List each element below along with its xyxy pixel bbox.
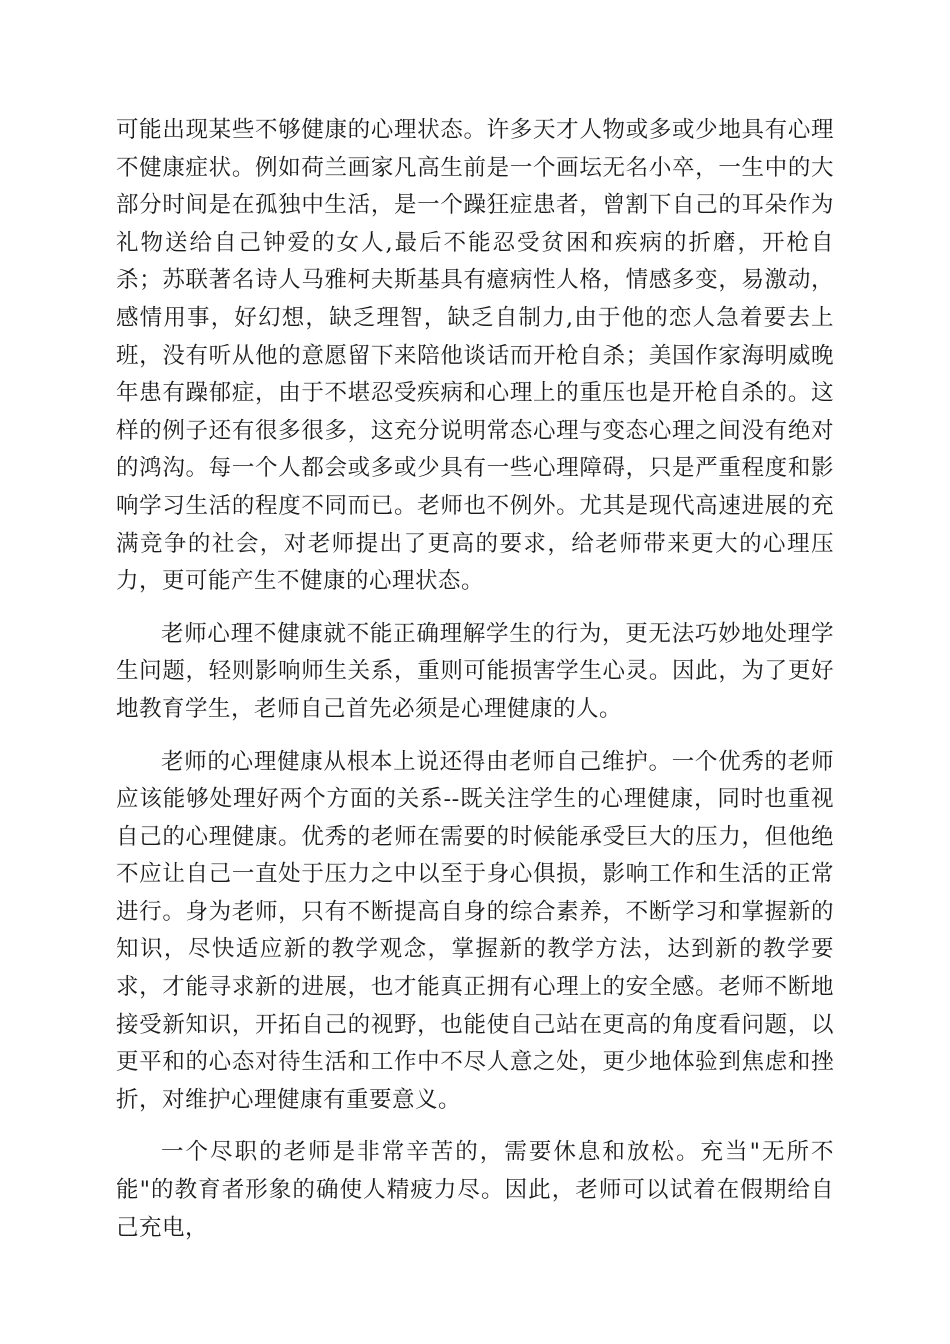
- paragraph-2: 老师心理不健康就不能正确理解学生的行为，更无法巧妙地处理学生问题，轻则影响师生关系，重则可能损害学生心灵。因此，为了更好地教育学生，老师自己首先必须是心理健康的人。: [116, 620, 834, 722]
- paragraph-3: 老师的心理健康从根本上说还得由老师自己维护。一个优秀的老师应该能够处理好两个方面的关系--既关注学生的心理健康，同时也重视自己的心理健康。优秀的老师在需要的时候能承受巨大的压力，但他绝不应让自己一直处于压力之中以至于身心俱损，影响工作和生活的正常进行。身为老师，只有不断提高自身的综合素养，不断学习和掌握新的知识，尽快适应新的教学观念，掌握新的教学方法，达到新的教学要求，才能寻求新的进展，也才能真正拥有心理上的安全感。老师不断地接受新知识，开拓自己的视野，也能使自己站在更高的角度看问题，以更平和的心态对待生活和工作中不尽人意之处，更少地体验到焦虑和挫折，对维护心理健康有重要意义。: [116, 748, 834, 1113]
- document-page: [116, 112, 834, 1247]
- paragraph-4: 一个尽职的老师是非常辛苦的，需要休息和放松。充当"无所不能"的教育者形象的确使人精疲力尽。因此，老师可以试着在假期给自己充电，: [116, 1139, 834, 1241]
- paragraph-1: 可能出现某些不够健康的心理状态。许多天才人物或多或少地具有心理不健康症状。例如荷兰画家凡高生前是一个画坛无名小卒，一生中的大部分时间是在孤独中生活，是一个躁狂症患者，曾割下自己的耳朵作为礼物送给自己钟爱的女人,最后不能忍受贫困和疾病的折磨，开枪自杀；苏联著名诗人马雅柯夫斯基具有癔病性人格，情感多变，易激动，感情用事，好幻想，缺乏理智，缺乏自制力,由于他的恋人急着要去上班，没有听从他的意愿留下来陪他谈话而开枪自杀；美国作家海明威晚年患有躁郁症，由于不堪忍受疾病和心理上的重压也是开枪自杀的。这样的例子还有很多很多，这充分说明常态心理与变态心理之间没有绝对的鸿沟。每一个人都会或多或少具有一些心理障碍，只是严重程度和影响学习生活的程度不同而已。老师也不例外。尤其是现代高速进展的充满竞争的社会，对老师提出了更高的要求，给老师带来更大的心理压力，更可能产生不健康的心理状态。: [116, 117, 834, 595]
